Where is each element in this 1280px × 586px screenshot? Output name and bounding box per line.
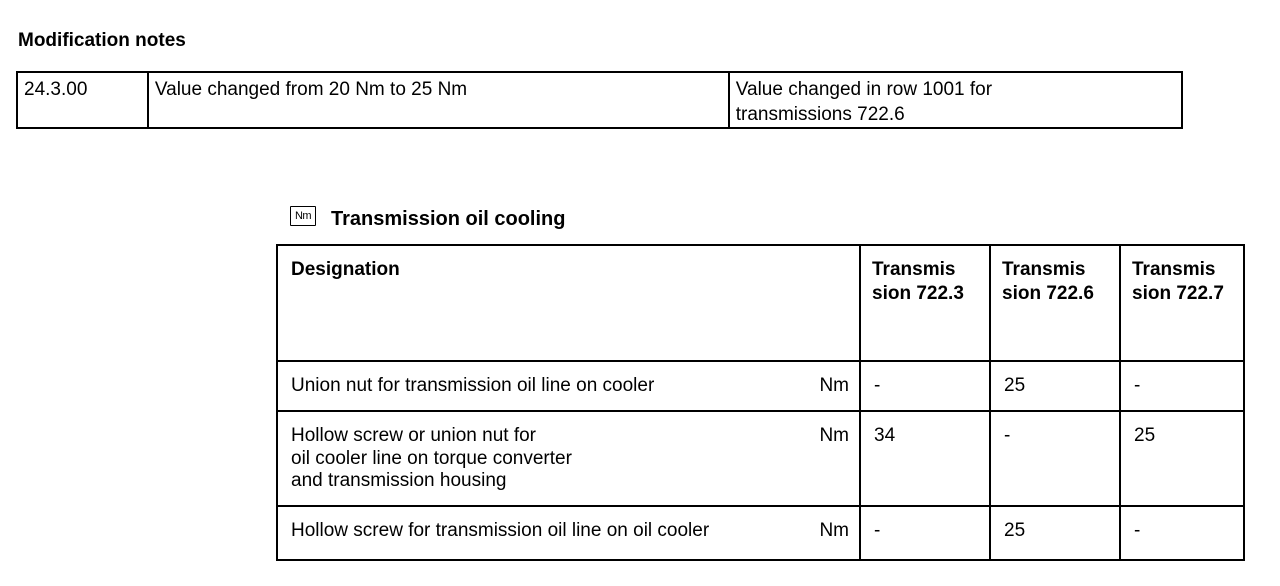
designation-line: and transmission housing bbox=[291, 470, 507, 491]
table-row bbox=[277, 506, 1244, 560]
modification-note bbox=[729, 72, 1182, 128]
header-col2-line2: sion 722.6 bbox=[1002, 283, 1094, 304]
value-722-3: 34 bbox=[860, 411, 990, 506]
header-col3-line1: Transmis bbox=[1132, 259, 1216, 280]
unit-label: Nm bbox=[819, 375, 849, 396]
row-designation bbox=[277, 411, 860, 506]
designation-line: Union nut for transmission oil line on cooler bbox=[291, 375, 655, 396]
table-row bbox=[277, 411, 1244, 506]
header-designation: Designation bbox=[277, 245, 860, 361]
header-col3-line2: sion 722.7 bbox=[1132, 283, 1224, 304]
header-transmission-722-7 bbox=[1120, 245, 1244, 361]
header-transmission-722-3 bbox=[860, 245, 990, 361]
header-col1-line1: Transmis bbox=[872, 259, 956, 280]
value-722-7: - bbox=[1120, 361, 1244, 411]
header-col2-line1: Transmis bbox=[1002, 259, 1086, 280]
value-722-7: - bbox=[1120, 506, 1244, 560]
unit-label: Nm bbox=[819, 520, 849, 541]
value-722-7: 25 bbox=[1120, 411, 1244, 506]
table-header-row bbox=[277, 245, 1244, 361]
modification-note-line2: transmissions 722.6 bbox=[735, 104, 905, 125]
modification-date: 24.3.00 bbox=[17, 72, 148, 128]
modification-note-line1: Value changed in row 1001 for bbox=[735, 79, 993, 100]
value-722-6: 25 bbox=[990, 506, 1120, 560]
header-transmission-722-6 bbox=[990, 245, 1120, 361]
value-722-6: - bbox=[990, 411, 1120, 506]
modification-notes-table bbox=[16, 71, 1183, 129]
torque-spec-table bbox=[276, 244, 1245, 561]
modification-row bbox=[17, 72, 1182, 128]
table-row bbox=[277, 361, 1244, 411]
torque-nm-icon: Nm bbox=[290, 206, 316, 226]
designation-line: oil cooler line on torque converter bbox=[291, 448, 572, 469]
designation-line: Hollow screw or union nut for bbox=[291, 425, 536, 446]
value-722-6: 25 bbox=[990, 361, 1120, 411]
row-designation bbox=[277, 361, 860, 411]
unit-label: Nm bbox=[819, 425, 849, 446]
value-722-3: - bbox=[860, 361, 990, 411]
row-designation bbox=[277, 506, 860, 560]
modification-change: Value changed from 20 Nm to 25 Nm bbox=[148, 72, 729, 128]
value-722-3: - bbox=[860, 506, 990, 560]
designation-line: Hollow screw for transmission oil line on oil cooler bbox=[291, 520, 710, 541]
modification-notes-title: Modification notes bbox=[18, 30, 186, 51]
header-col1-line2: sion 722.3 bbox=[872, 283, 964, 304]
section-heading bbox=[290, 208, 565, 231]
section-title: Transmission oil cooling bbox=[331, 208, 566, 230]
